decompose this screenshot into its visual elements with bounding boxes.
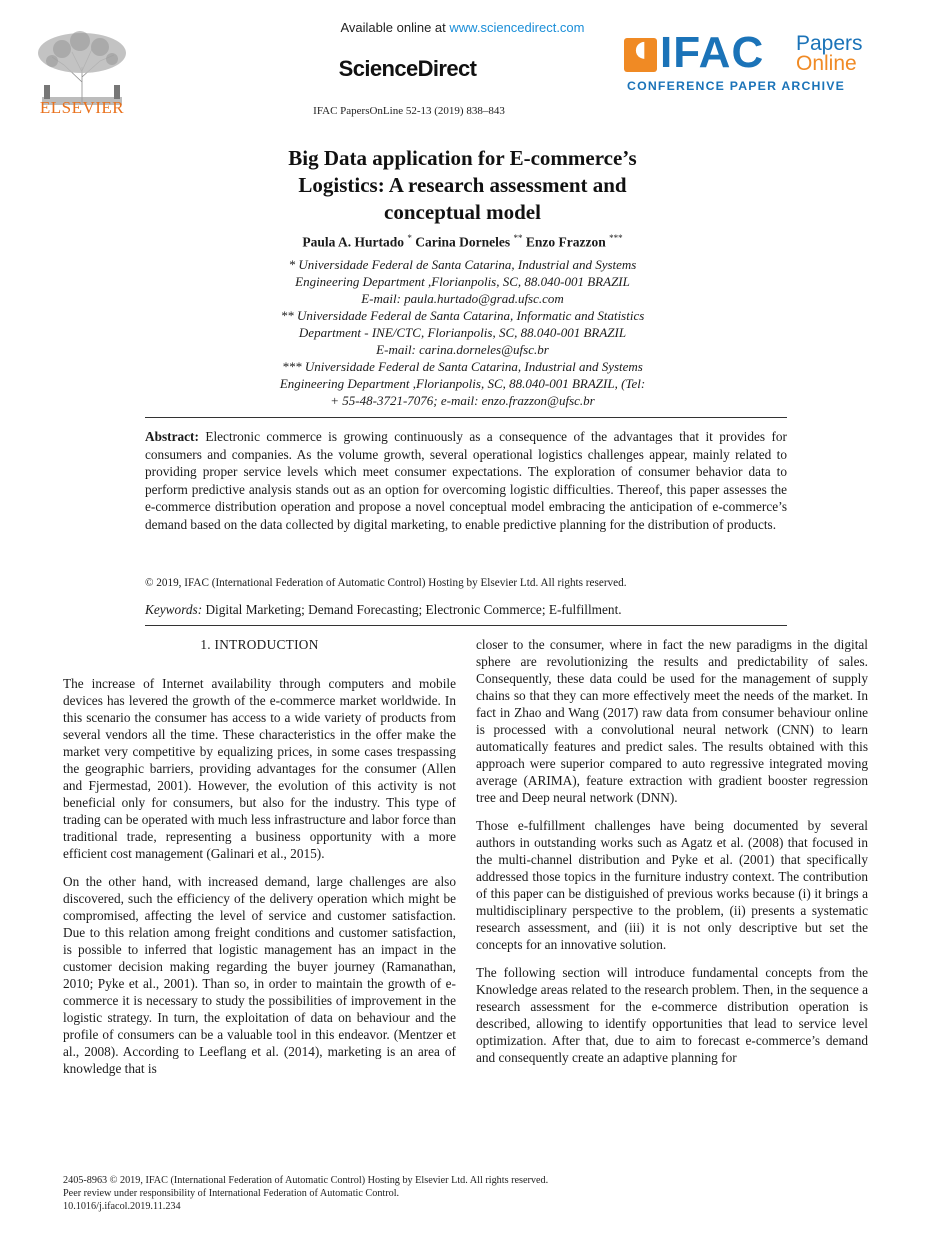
body-paragraph: The following section will introduce fundamental concepts from the Knowledge areas related to the research problem. Then, in the sequence a research assessment for the e-commerce distribution operation is described, allowing to identify opportunities that lead to service level optimization. After that, due to aim to forecast e-commerce’s demand and consequently create an adaptive planning for bbox=[476, 965, 868, 1065]
affiliation-line: * Universidade Federal de Santa Catarina, Industrial and Systems bbox=[288, 257, 637, 272]
page-footer bbox=[63, 1174, 548, 1213]
journal-reference: IFAC PapersOnLine 52-13 (2019) 838–843 bbox=[313, 105, 505, 117]
sciencedirect-title: ScienceDirect bbox=[338, 56, 477, 81]
title-line: Logistics: A research assessment and bbox=[298, 173, 627, 197]
elsevier-wordmark: ELSEVIER bbox=[39, 98, 125, 117]
affiliations bbox=[0, 256, 925, 409]
body-paragraph: closer to the consumer, where in fact the new paradigms in the digital sphere are revolutionizing the results and predictability of sales. Consequently, these data could be used for the management of supply chains so that they can more effectively meet the needs of the market. In fact in Zhao and Wang (2017) raw data from consumer behaviour online is processed with a convolutional neural network (CNN) to learn automatically features and predict sales. The results obtained with this approach were superior compared to auto regressive integrated moving average (ARIMA), feature extraction with gradient booster regression tree and Deep neural network (DNN). bbox=[476, 637, 868, 805]
abstract-label: Abstract: bbox=[145, 429, 199, 444]
right-column bbox=[476, 636, 868, 1077]
affiliation-line: Engineering Department ,Florianpolis, SC, 88.040-001 BRAZIL, (Tel: bbox=[279, 376, 646, 391]
sciencedirect-link[interactable]: www.sciencedirect.com bbox=[449, 20, 585, 35]
body-paragraph: On the other hand, with increased demand, large challenges are also discovered, such the efficiency of the delivery operation which might be compromised, affecting the level of service and customer satisfaction. Due to this relation among freight conditions and customer satisfaction, is possible to inferred that logistic management has an impact in the customer decision making regarding the buyer journey (Ramanathan, 2010; Pyke et al., 2001). Than so, in order to maintain the growth of e-commerce it is necessary to study the possibilities of improvement in the logistic strategy. In turn, the exploitation of data on behaviour and the profile of consumers can be a valuable tool in this endeavor. (Mentzer et al., 2008). According to Leeflang et al. (2014), marketing is an area of knowledge that is bbox=[63, 874, 456, 1076]
availability-prefix: Available online at bbox=[340, 20, 450, 35]
footer-doi[interactable]: 10.1016/j.ifacol.2019.11.234 bbox=[63, 1201, 181, 1212]
author-list bbox=[0, 233, 925, 251]
ifac-online-label: Online bbox=[796, 52, 857, 75]
author-mark: *** bbox=[609, 233, 623, 243]
ifac-archive-label: CONFERENCE PAPER ARCHIVE bbox=[627, 79, 846, 93]
availability-line bbox=[0, 20, 925, 35]
keywords-bottom-rule bbox=[145, 625, 787, 626]
affiliation-line: Department - INE/CTC, Florianpolis, SC, 88.040-001 BRAZIL bbox=[298, 325, 627, 340]
title-line: conceptual model bbox=[384, 200, 541, 224]
keywords-label: Keywords: bbox=[145, 602, 203, 617]
author-mark: ** bbox=[513, 233, 523, 243]
author-name: Paula A. Hurtado bbox=[302, 234, 404, 250]
author-name: Enzo Frazzon bbox=[525, 234, 606, 250]
title-line: Big Data application for E-commerce’s bbox=[288, 146, 637, 170]
keywords-text: Digital Marketing; Demand Forecasting; Electronic Commerce; E-fulfillment. bbox=[202, 602, 622, 617]
author-name: Carina Dorneles bbox=[415, 234, 511, 250]
ifac-emblem-glyph-icon: ◖ bbox=[634, 37, 647, 62]
affiliation-line: E-mail: paula.hurtado@grad.ufsc.com bbox=[361, 291, 564, 306]
keywords bbox=[145, 602, 787, 618]
affiliation-line: ** Universidade Federal de Santa Catarina, Informatic and Statistics bbox=[280, 308, 645, 323]
affiliation-line: E-mail: carina.dorneles@ufsc.br bbox=[376, 342, 549, 357]
footer-line: Peer review under responsibility of International Federation of Automatic Control. bbox=[63, 1188, 400, 1199]
abstract-text: Electronic commerce is growing continuously as a consequence of the advantages that it provides for consumers and companies. As the volume growth, several operational logistics challenges appear, mainly related to providing proper service levels which meet consumer expectations. The exploration of consumer behavior data to perform predictive analysis stands out as an option for overcoming logistic difficulties. Thereof, this paper assesses the e-commerce distribution operation and propose a novel conceptual model embracing the anticipation of e-commerce’s demand based on the data collected by digital marketing, to enable predictive planning for the distribution of products. bbox=[145, 429, 787, 532]
abstract-top-rule bbox=[145, 417, 787, 418]
ifac-wordmark: IFAC bbox=[660, 28, 765, 77]
author-mark: * bbox=[407, 233, 412, 243]
footer-line: 2405-8963 © 2019, IFAC (International Federation of Automatic Control) Hosting by Elsevier Ltd. All rights reserved. bbox=[63, 1175, 549, 1186]
paper-title bbox=[0, 145, 925, 226]
left-column bbox=[63, 636, 456, 1088]
ifac-papersonline-logo bbox=[624, 28, 869, 98]
section-heading: 1. INTRODUCTION bbox=[200, 637, 319, 652]
abstract bbox=[145, 428, 787, 533]
affiliation-line: Engineering Department ,Florianpolis, SC, 88.040-001 BRAZIL bbox=[295, 274, 630, 289]
ifac-papers-label: Papers bbox=[796, 32, 863, 55]
body-paragraph: Those e-fulfillment challenges have being documented by several authors in outstanding works such as Agatz et al. (2008) that focused in the multi-channel distribution and Pyke et al. (2001) that specifically addressed those topics in the furniture industry context. The contribution of this paper can be distiguished of previous works because (i) it brings a multidisciplinary perspective to the problem, (ii) presents a systematic research assessment, and (iii) it is not only descriptive but set the concepts for an innovative solution. bbox=[476, 818, 868, 952]
body-paragraph: The increase of Internet availability through computers and mobile devices has levered the growth of the e-commerce market worldwide. In this scenario the consumer has access to a wide variety of products from several vendors all the time. These characteristics in the offer make the market very competitive by equalizing prices, in some cases trespassing the geographic barriers, providing advantages for the consumer (Allen and Fjermestad, 2001). However, the evolution of this activity is not beneficial only for consumers, but also for the industry. This type of trading can be operated with much less infrastructure and labor force than traditional trade, representing a business opportunity with a more efficient cost management (Galinari et al., 2015). bbox=[63, 676, 456, 861]
copyright-notice: © 2019, IFAC (International Federation of Automatic Control) Hosting by Elsevier Ltd. All rights reserved. bbox=[145, 577, 627, 589]
affiliation-line: + 55-48-3721-7076; e-mail: enzo.frazzon@ufsc.br bbox=[330, 393, 595, 408]
affiliation-line: *** Universidade Federal de Santa Catarina, Industrial and Systems bbox=[282, 359, 643, 374]
